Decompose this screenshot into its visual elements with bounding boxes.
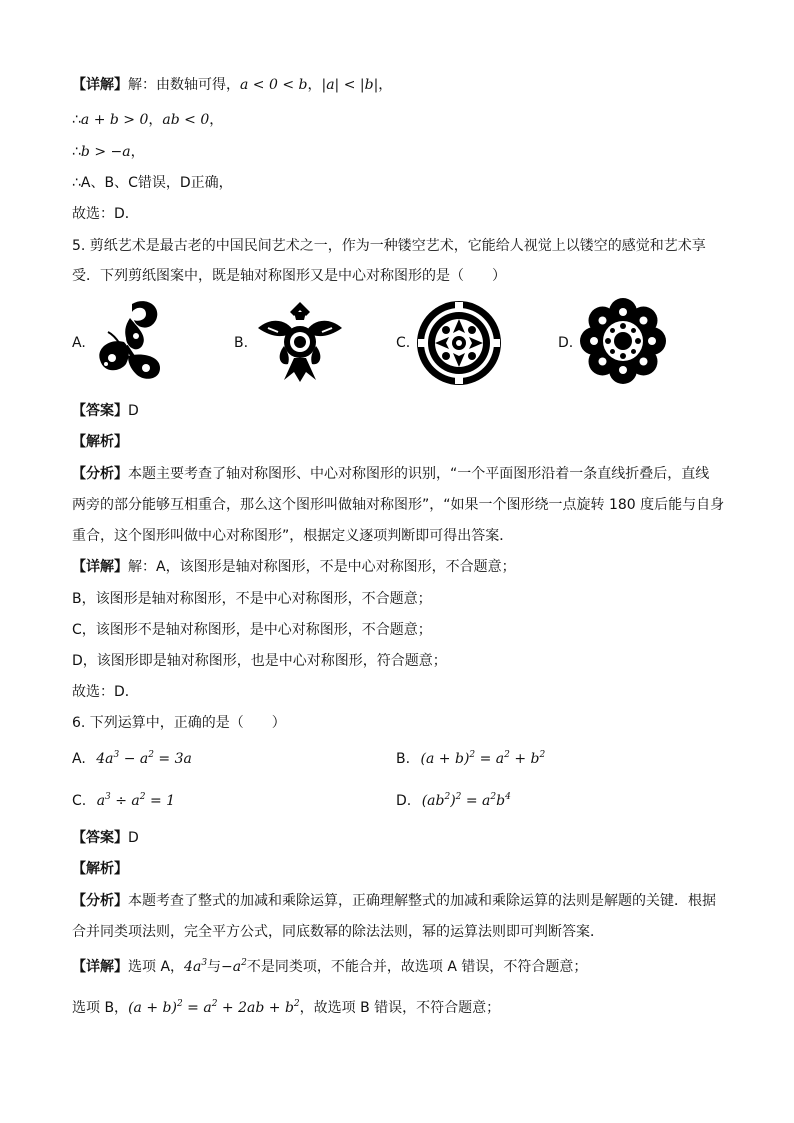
- q6-option-c: [72, 791, 175, 811]
- math-expression: a + b > 0: [80, 112, 149, 128]
- detail-text: ，故选项 B 错误，不符合题意；: [299, 1000, 501, 1016]
- q6-option-b: [396, 749, 545, 769]
- q6-analysis-tag: 【解析】: [72, 861, 128, 877]
- q6-fenxi-line-1: [72, 891, 716, 911]
- answer-tag: 【答案】: [72, 403, 128, 419]
- detail-text: 与: [207, 959, 222, 975]
- math-expression: $4a^3$: [184, 958, 208, 975]
- q5-fenxi-line-1: [72, 464, 709, 484]
- q5-stem-line-2: 受．下列剪纸图案中，既是轴对称图形又是中心对称图形的是（ ）: [72, 268, 506, 284]
- math-expression: ab < 0: [162, 112, 210, 128]
- q4-detail-line: [72, 75, 392, 95]
- q5-detail-line-3: C，该图形不是轴对称图形，是中心对称图形，不合题意；: [72, 622, 432, 638]
- q6-answer: [72, 828, 139, 848]
- q5-detail-line-2: B，该图形是轴对称图形，不是中心对称图形，不合题意；: [72, 591, 432, 607]
- separator: ，: [307, 77, 322, 93]
- option-label: A.: [72, 751, 86, 767]
- q5-detail-line-4: D，该图形即是轴对称图形，也是中心对称图形，符合题意；: [72, 653, 447, 669]
- detail-tag: 【详解】: [72, 559, 128, 575]
- detail-text: 解：A，该图形是轴对称图形，不是中心对称图形，不合题意；: [128, 559, 516, 575]
- option-label: D.: [396, 793, 412, 809]
- q5-option-b-label: B.: [234, 335, 249, 351]
- q4-choose: 故选：D．: [72, 206, 139, 222]
- math-expression: $(a + b)^2 = a^2 + 2ab + b^2$: [128, 999, 300, 1016]
- q5-option-d-label: D.: [558, 335, 574, 351]
- q5-choose: 故选：D．: [72, 684, 139, 700]
- fenxi-tag: 【分析】: [72, 466, 128, 482]
- flower-medallion-papercut-icon: [580, 298, 666, 384]
- option-label: B.: [396, 751, 411, 767]
- q5-detail-line-1: [72, 557, 516, 577]
- q6-detail-line-2: [72, 998, 500, 1018]
- math-condition: a < 0 < b: [240, 77, 308, 93]
- q5-option-a-label: A.: [72, 335, 86, 351]
- detail-tag: 【详解】: [72, 77, 128, 93]
- bird-flower-papercut-icon: [254, 298, 346, 384]
- therefore-symbol: ∴: [72, 144, 81, 160]
- q6-stem: 6. 下列运算中，正确的是（ ）: [72, 715, 286, 731]
- option-label: C.: [72, 793, 87, 809]
- answer-value: D: [128, 830, 139, 846]
- round-wheel-papercut-icon: [416, 300, 502, 386]
- detail-text: 选项 A，: [128, 959, 185, 975]
- q5-analysis-tag: 【解析】: [72, 434, 128, 450]
- fenxi-text: 本题主要考查了轴对称图形、中心对称图形的识别，“一个平面图形沿着一条直线折叠后，直线: [128, 466, 710, 482]
- math-formula: $(a + b)^2 = a^2 + b^2$: [420, 750, 546, 767]
- q4-line-2: [72, 110, 223, 130]
- answer-value: D: [128, 403, 139, 419]
- q6-option-a: [72, 749, 192, 769]
- therefore-symbol: ∴: [72, 112, 81, 128]
- q5-option-c-label: C.: [396, 335, 411, 351]
- detail-text: 解：由数轴可得，: [128, 77, 240, 93]
- detail-text: 选项 B，: [72, 1000, 129, 1016]
- detail-text: 不是同类项，不能合并，故选项 A 错误，不符合题意；: [246, 959, 588, 975]
- math-formula: $a^3 \div a^2 = 1$: [96, 792, 176, 809]
- detail-tag: 【详解】: [72, 959, 128, 975]
- butterfly-papercut-icon: [90, 298, 170, 384]
- separator: ，: [209, 112, 224, 128]
- separator: ，: [378, 77, 393, 93]
- fenxi-tag: 【分析】: [72, 893, 128, 909]
- q5-fenxi-line-3: 重合，这个图形叫做中心对称图形”，根据定义逐项判断即可得出答案．: [72, 528, 514, 544]
- math-expression: b > −a: [80, 144, 131, 160]
- math-formula: $(ab^2)^2 = a^2b^4$: [421, 792, 511, 809]
- q6-fenxi-line-2: 合并同类项法则，完全平方公式，同底数幂的除法法则，幂的运算法则即可判断答案．: [72, 924, 604, 940]
- q6-detail-line-1: [72, 957, 587, 977]
- fenxi-text: 本题考查了整式的加减和乘除运算，正确理解整式的加减和乘除运算的法则是解题的关键．根据: [128, 893, 716, 909]
- q4-line-3: [72, 142, 145, 162]
- q6-option-d: [396, 791, 511, 811]
- math-abs-condition: |a| < |b|: [321, 77, 379, 93]
- separator: ，: [148, 112, 163, 128]
- answer-tag: 【答案】: [72, 830, 128, 846]
- q5-fenxi-line-2: 两旁的部分能够互相重合，那么这个图形叫做轴对称图形”，“如果一个图形绕一点旋转 180 度后能与自身: [72, 497, 725, 513]
- q5-answer: [72, 401, 139, 421]
- math-expression: $-a^2$: [221, 958, 247, 975]
- separator: ，: [130, 144, 145, 160]
- q4-line-4: ∴A、B、C错误，D正确，: [72, 175, 233, 191]
- q5-stem-line-1: 5. 剪纸艺术是最古老的中国民间艺术之一，作为一种镂空艺术，它能给人视觉上以镂空的感觉和艺术享: [72, 238, 706, 254]
- math-formula: $4a^3 - a^2 = 3a$: [96, 750, 192, 767]
